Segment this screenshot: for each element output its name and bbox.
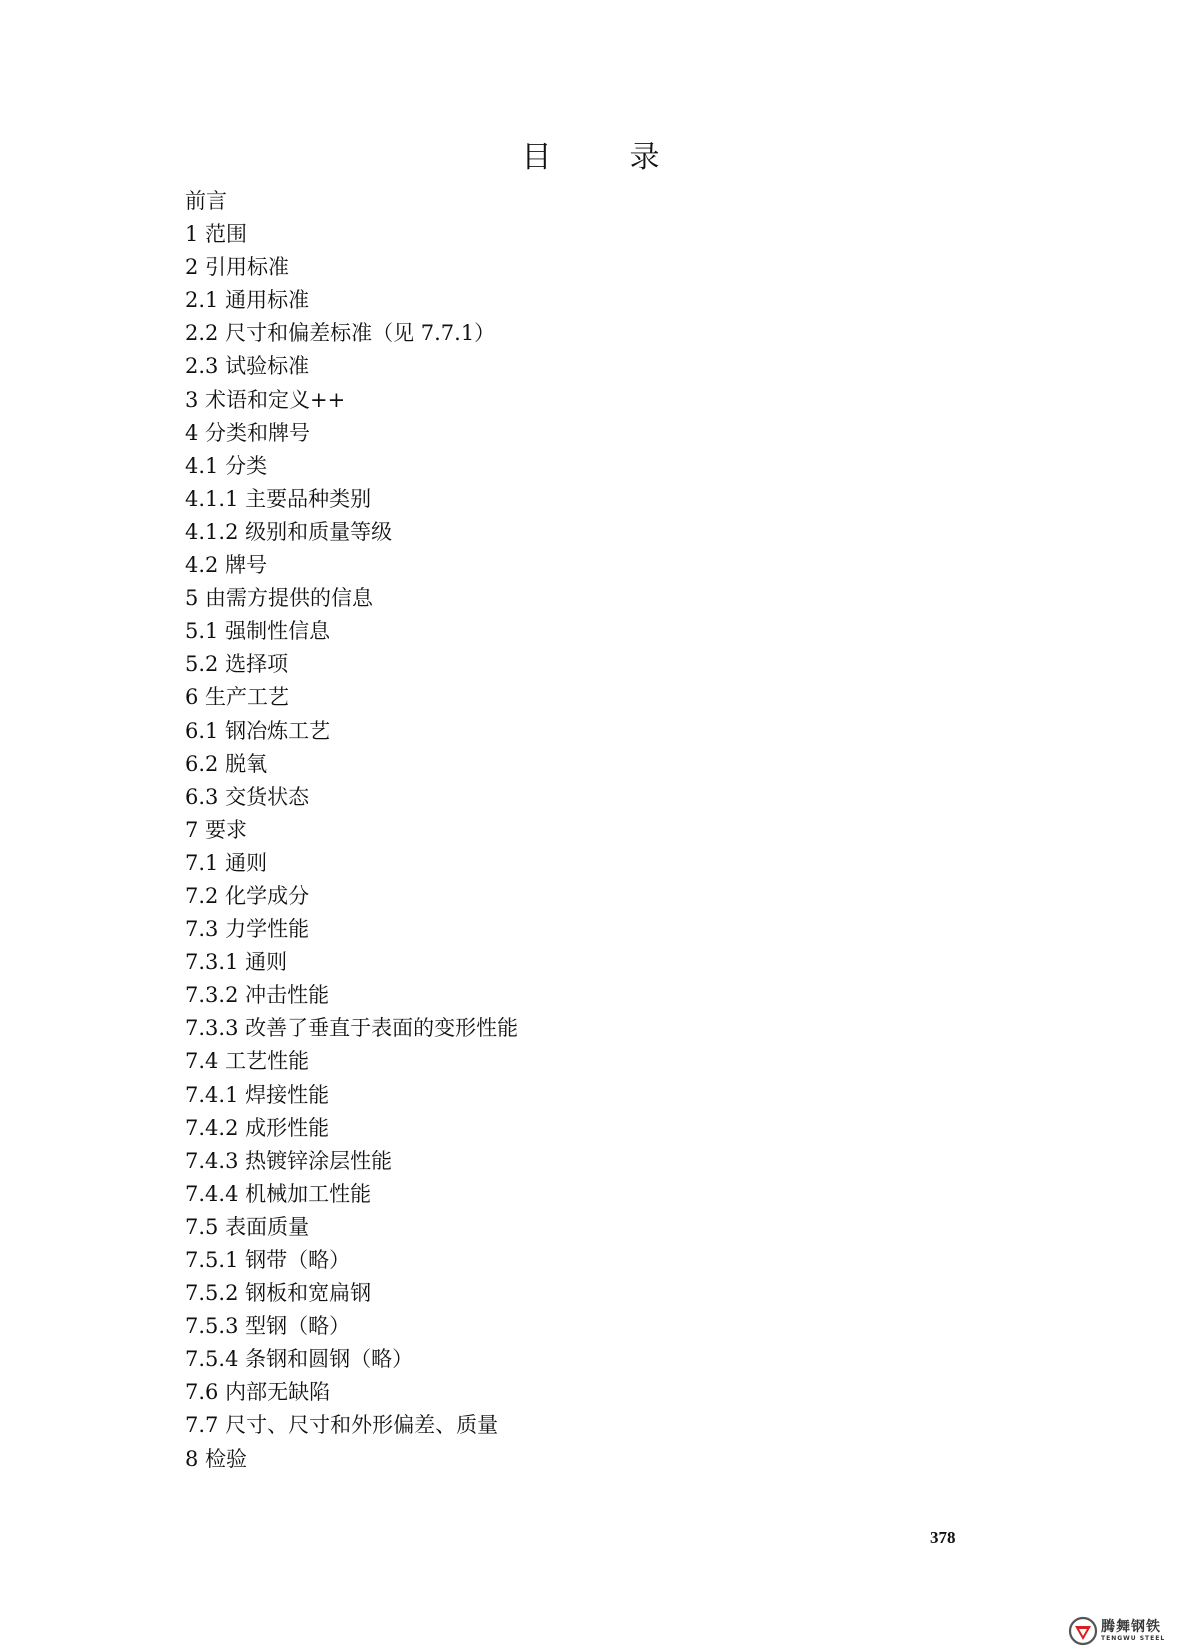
toc-item: 5 由需方提供的信息 <box>185 586 374 611</box>
watermark-cn: 腾舞钢铁 <box>1101 1619 1161 1635</box>
toc-item: 4.1.1 主要品种类别 <box>185 486 372 511</box>
toc-item: 1 范围 <box>185 222 248 247</box>
toc-item: 5.2 选择项 <box>185 652 289 677</box>
toc-item: 6.1 钢冶炼工艺 <box>185 718 331 743</box>
watermark-en: TENGWU STEEL <box>1101 1635 1166 1642</box>
page-number: 378 <box>930 1528 956 1547</box>
toc-item: 7.5.1 钢带（略） <box>185 1248 351 1272</box>
toc-item: 2.1 通用标准 <box>185 288 310 313</box>
watermark-text <box>1101 1619 1165 1643</box>
toc-item: 4.2 牌号 <box>185 553 268 578</box>
toc-item: 7.5.2 钢板和宽扁钢 <box>185 1281 372 1306</box>
toc-item: 3 术语和定义++ <box>185 387 346 412</box>
toc-item: 4.1 分类 <box>185 453 268 478</box>
toc-item: 8 检验 <box>185 1446 248 1471</box>
toc-item: 7.4 工艺性能 <box>185 1049 310 1074</box>
toc-item: 6 生产工艺 <box>185 685 290 710</box>
toc-item: 7.4.1 焊接性能 <box>185 1082 330 1107</box>
toc-item: 7.7 尺寸、尺寸和外形偏差、质量 <box>185 1413 499 1438</box>
toc-item: 4 分类和牌号 <box>185 420 311 445</box>
toc-item: 7.5.4 条钢和圆钢（略） <box>185 1347 414 1372</box>
toc-item: 2 引用标准 <box>185 255 290 280</box>
toc-item: 7.4.2 成形性能 <box>185 1115 330 1140</box>
page-title: 目 录 <box>521 140 684 175</box>
toc-item: 7.4.3 热镀锌涂层性能 <box>185 1148 393 1173</box>
toc-item: 7.2 化学成分 <box>185 883 310 908</box>
toc-item: 7.1 通则 <box>185 850 268 875</box>
toc-item: 前言 <box>185 189 227 213</box>
toc-item: 5.1 强制性信息 <box>185 619 331 644</box>
toc-item: 7.3.3 改善了垂直于表面的变形性能 <box>185 1016 519 1041</box>
toc-item: 7.6 内部无缺陷 <box>185 1380 331 1405</box>
toc-item: 2.2 尺寸和偏差标准（见 7.7.1） <box>185 321 496 346</box>
toc-item: 7.5 表面质量 <box>185 1214 310 1239</box>
toc-item: 7.5.3 型钢（略） <box>185 1314 351 1339</box>
toc-item: 4.1.2 级别和质量等级 <box>185 519 393 544</box>
watermark-logo <box>1068 1614 1178 1648</box>
toc-item: 7.3 力学性能 <box>185 917 310 942</box>
toc-item: 6.3 交货状态 <box>185 784 310 809</box>
toc-item: 7.3.2 冲击性能 <box>185 983 330 1008</box>
toc-item: 6.2 脱氧 <box>185 751 268 776</box>
table-of-contents <box>185 185 518 1476</box>
toc-item: 2.3 试验标准 <box>185 354 310 379</box>
tengwu-logo-icon <box>1068 1616 1098 1646</box>
toc-item: 7.4.4 机械加工性能 <box>185 1181 372 1206</box>
toc-item: 7 要求 <box>185 817 248 842</box>
toc-item: 7.3.1 通则 <box>185 950 288 975</box>
